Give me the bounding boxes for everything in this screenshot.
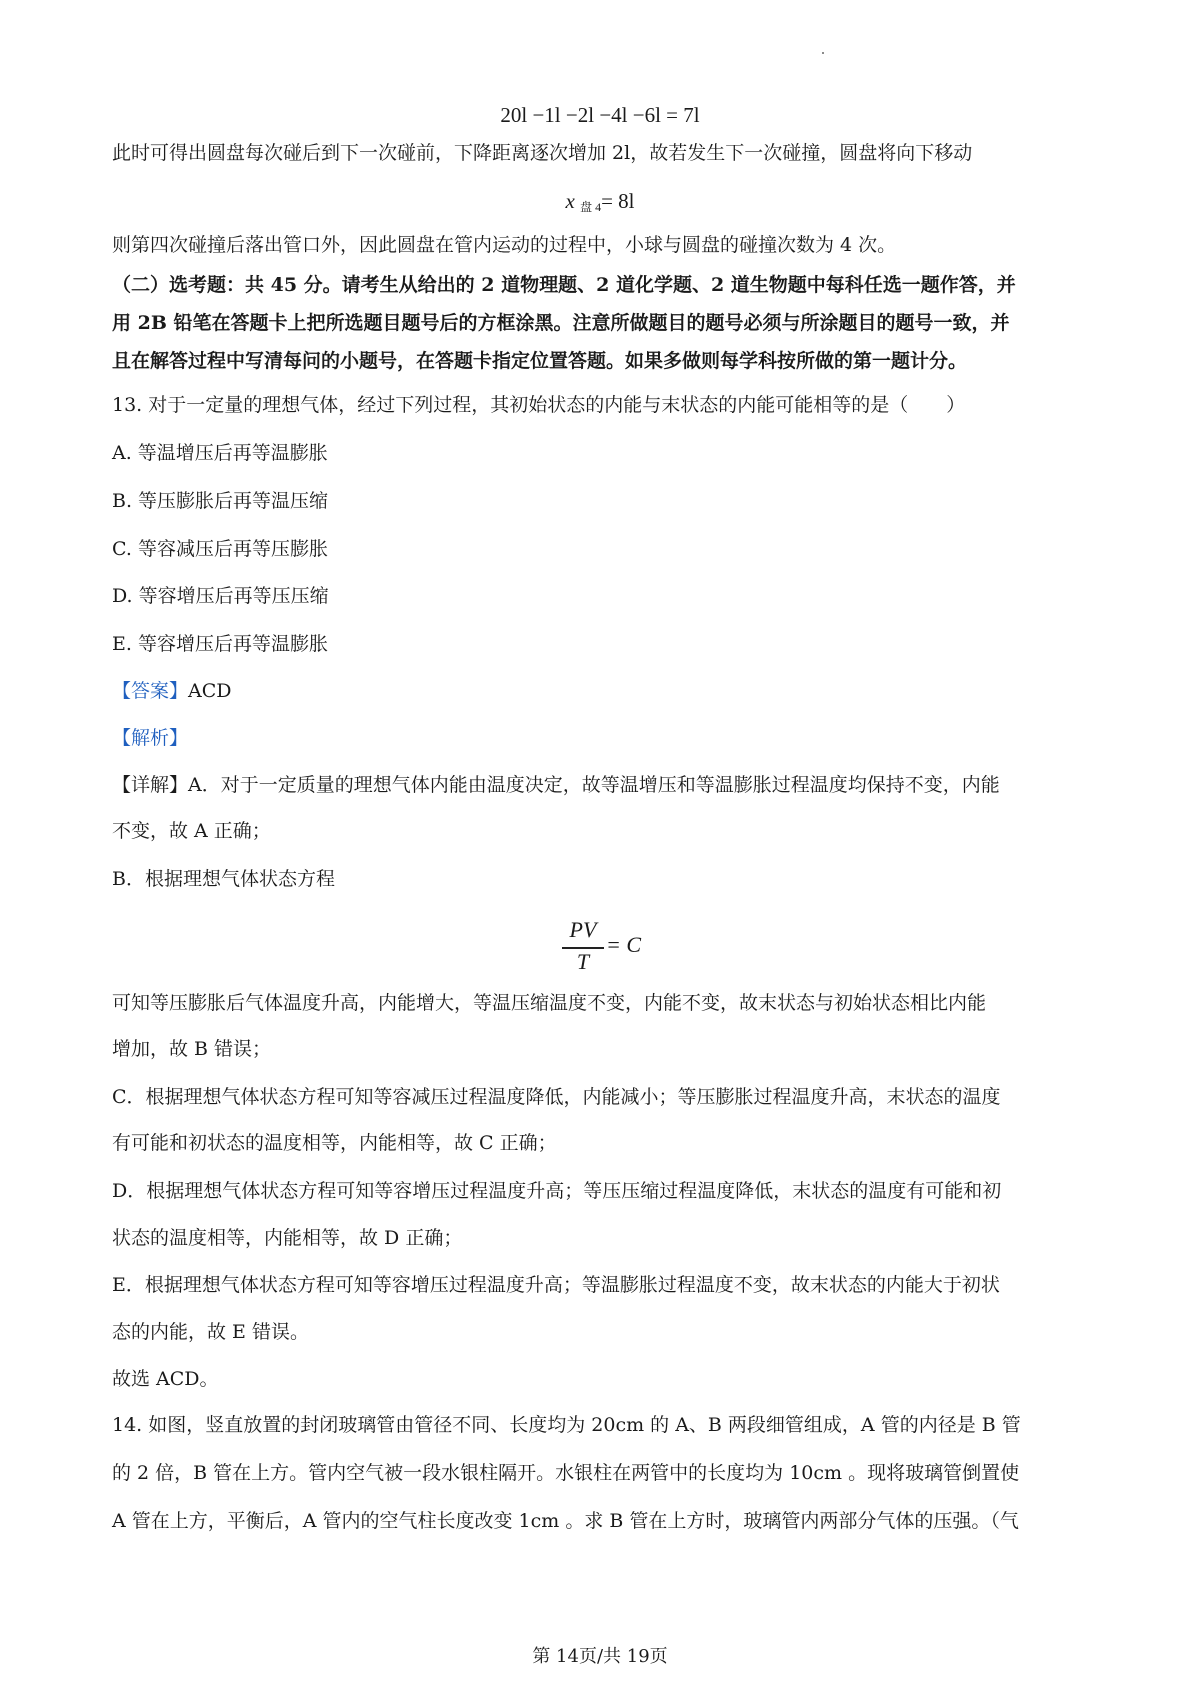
detail-line: 态的内能，故 E 错误。	[112, 1321, 309, 1343]
text-line: 此时可得出圆盘每次碰后到下一次碰前，下降距离逐次增加 2l，故若发生下一次碰撞，圆盘将向下移动	[112, 142, 973, 164]
state-equation	[560, 917, 670, 977]
detail-line: 可知等压膨胀后气体温度升高，内能增大，等温压缩温度不变，内能不变，故末状态与初始状态相比内能	[112, 992, 987, 1014]
detail-line: 增加，故 B 错误；	[112, 1038, 272, 1060]
answer-value: ACD	[188, 680, 232, 702]
section-instruction: 用 2B 铅笔在答题卡上把所选题目题号后的方框涂黑。注意所做题目的题号必须与所涂题目的题号一致，并	[112, 312, 1010, 334]
detail-line: 有可能和初状态的温度相等，内能相等，故 C 正确；	[112, 1132, 557, 1154]
question-14: 14. 如图，竖直放置的封闭玻璃管由管径不同、长度均为 20cm 的 A、B 两段细管组成，A 管的内径是 B 管	[112, 1414, 1021, 1436]
equation-1: 20l −1l −2l −4l −6l = 7l	[500, 103, 700, 127]
eq2-subscript: 盘 4	[580, 200, 602, 214]
page-footer: 第 14页/共 19页	[532, 1646, 668, 1667]
answer-tag: 【答案】	[112, 680, 189, 702]
option-a: A. 等温增压后再等温膨胀	[112, 442, 328, 464]
detail-line: 不变，故 A 正确；	[112, 820, 271, 842]
option-c: C. 等容减压后再等压膨胀	[112, 538, 328, 560]
detail-line: C．根据理想气体状态方程可知等容减压过程温度降低，内能减小；等压膨胀过程温度升高，末状态的温度	[112, 1086, 1001, 1108]
option-b: B. 等压膨胀后再等温压缩	[112, 490, 329, 512]
detail-line: B．根据理想气体状态方程	[112, 868, 335, 890]
option-d: D. 等容增压后再等压压缩	[112, 585, 329, 607]
answer	[112, 678, 232, 704]
analysis-tag: 【解析】	[112, 727, 189, 749]
conclusion: 故选 ACD。	[112, 1368, 219, 1390]
detail-line: 【详解】A．对于一定质量的理想气体内能由温度决定，故等温增压和等温膨胀过程温度均保持不变，内能	[112, 774, 1000, 796]
question-14: A 管在上方，平衡后，A 管内的空气柱长度改变 1cm 。求 B 管在上方时，玻璃管内两部分气体的压强。（气	[112, 1510, 1019, 1532]
equation-2	[0, 188, 1200, 220]
text-line: 则第四次碰撞后落出管口外，因此圆盘在管内运动的过程中，小球与圆盘的碰撞次数为 4 次。	[112, 234, 897, 256]
section-instruction: 且在解答过程中写清每问的小题号，在答题卡指定位置答题。如果多做则每学科按所做的第一题计分。	[112, 350, 968, 372]
fraction-numerator: PV	[569, 917, 597, 942]
detail-line: E．根据理想气体状态方程可知等容增压过程温度升高；等温膨胀过程温度不变，故末状态的内能大于初状	[112, 1274, 1000, 1296]
option-e: E. 等容增压后再等温膨胀	[112, 633, 328, 655]
section-instruction: （二）选考题：共 45 分。请考生从给出的 2 道物理题、2 道化学题、2 道生物题中每科任选一题作答，并	[112, 274, 1016, 296]
eq2-rest: = 8l	[601, 189, 635, 213]
question-14: 的 2 倍，B 管在上方。管内空气被一段水银柱隔开。水银柱在两管中的长度均为 10cm 。现将玻璃管倒置使	[112, 1462, 1020, 1484]
eq2-var: x	[565, 189, 575, 213]
equation-rhs: = C	[606, 932, 642, 957]
detail-line: 状态的温度相等，内能相等，故 D 正确；	[112, 1227, 463, 1249]
fraction-denominator: T	[576, 949, 590, 974]
scan-dot	[822, 52, 824, 54]
question-13: 13. 对于一定量的理想气体，经过下列过程，其初始状态的内能与末状态的内能可能相等的是（ ）	[112, 394, 966, 416]
detail-line: D．根据理想气体状态方程可知等容增压过程温度升高；等压压缩过程温度降低，末状态的温度有可能和初	[112, 1180, 1002, 1202]
